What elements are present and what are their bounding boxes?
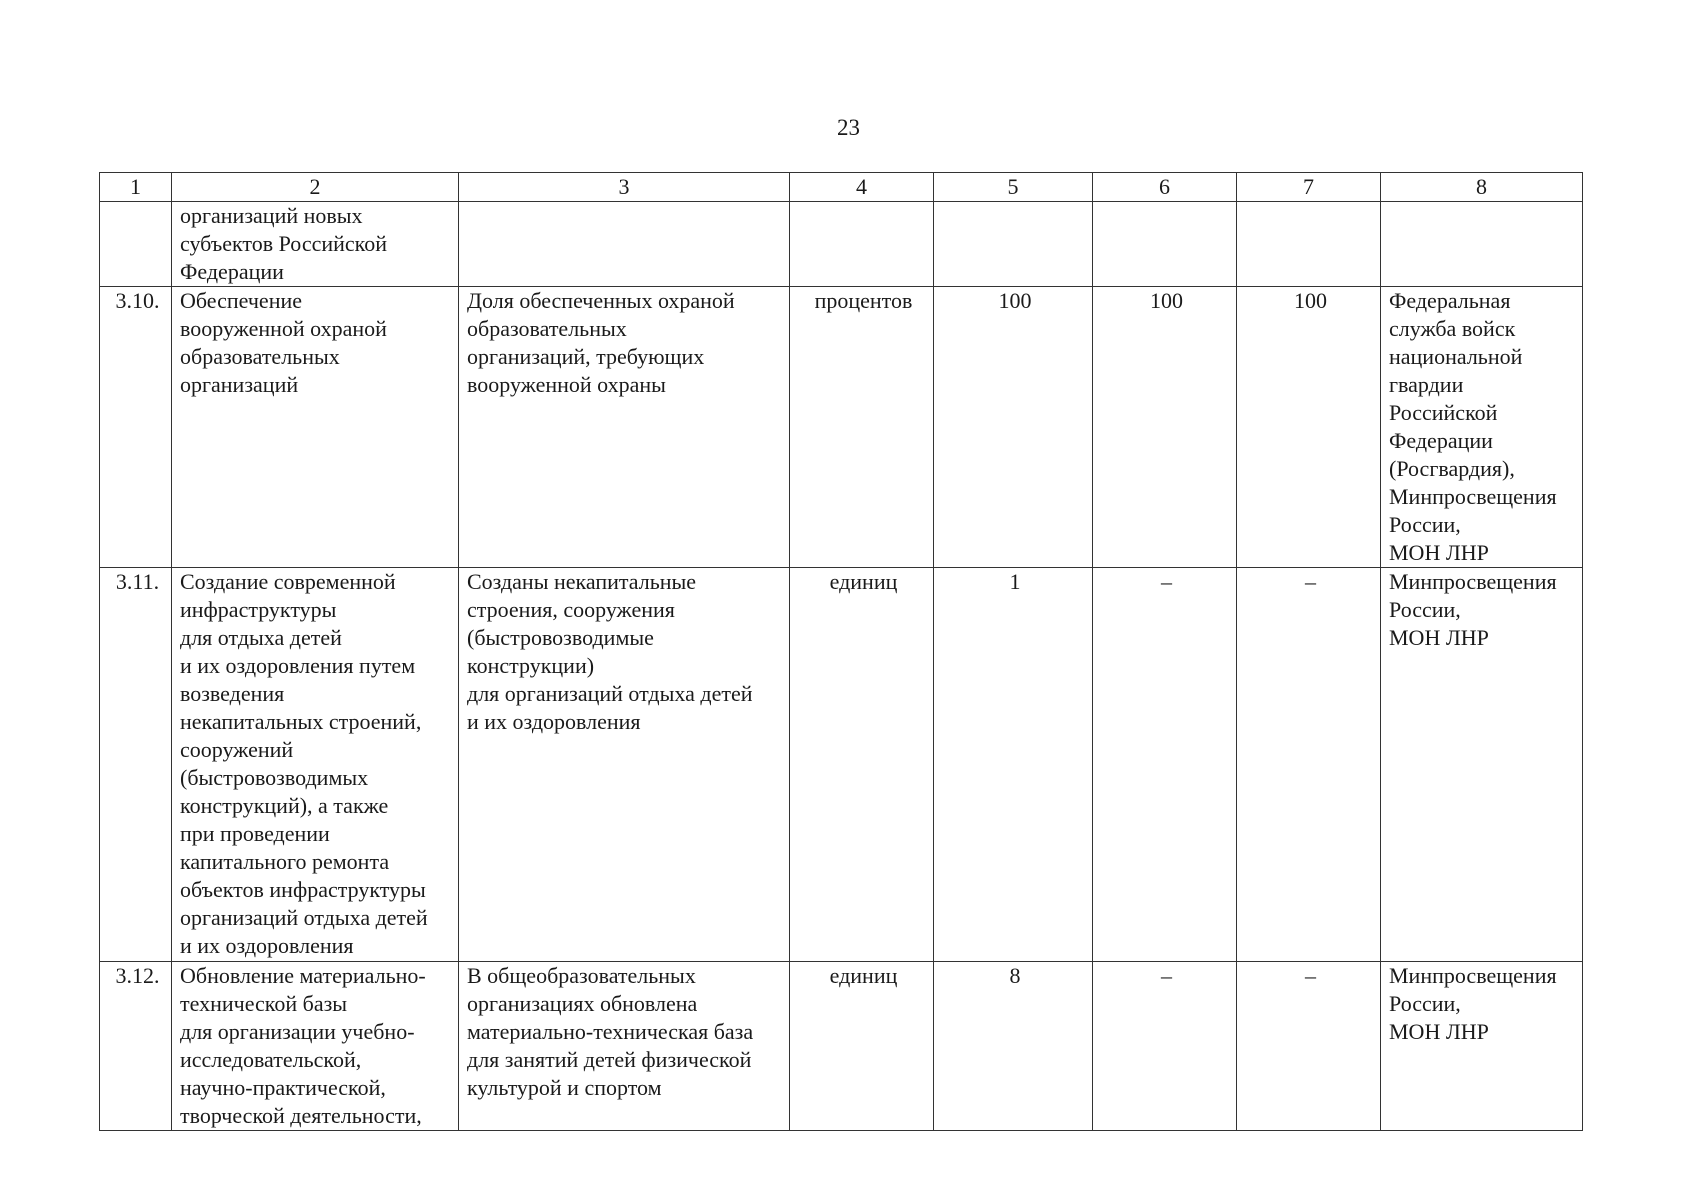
responsible-executors-line: Минпросвещения xyxy=(1389,484,1557,509)
measure-text-line: вооруженной охраной xyxy=(180,316,387,341)
measure-text-line: инфраструктуры xyxy=(180,597,337,622)
column-number: 8 xyxy=(1381,173,1583,202)
measure-text-line: организаций новых xyxy=(180,203,363,228)
responsible-executors-line: Федерации xyxy=(1389,428,1493,453)
value-column-7: 100 xyxy=(1237,287,1381,568)
value-column-5: 1 xyxy=(934,568,1093,962)
unit-of-measure: единиц xyxy=(790,568,934,962)
measure-text-line: образовательных xyxy=(180,344,340,369)
indicator-text-line: конструкции) xyxy=(467,653,595,678)
responsible-executors-line: Федеральная xyxy=(1389,288,1511,313)
value-column-5: 8 xyxy=(934,962,1093,1131)
measure-text-line: Федерации xyxy=(180,259,284,284)
value-column-7: – xyxy=(1237,568,1381,962)
measure-text-line: капитального ремонта xyxy=(180,849,390,874)
indicator-text-line: организациях обновлена xyxy=(467,991,698,1016)
responsible-executors xyxy=(1381,202,1583,287)
measure-text-line: субъектов Российской xyxy=(180,231,388,256)
column-number: 4 xyxy=(790,173,934,202)
value-column-6: – xyxy=(1093,962,1237,1131)
measure-text-line: научно-практической, xyxy=(180,1075,386,1100)
responsible-executors-line: служба войск xyxy=(1389,316,1516,341)
indicator-text xyxy=(459,962,790,1131)
indicator-text-line: Доля обеспеченных охраной xyxy=(467,288,735,313)
responsible-executors xyxy=(1381,287,1583,568)
indicator-text xyxy=(459,568,790,962)
measure-text-line: Обновление материально- xyxy=(180,963,426,988)
responsible-executors-line: России, xyxy=(1389,597,1461,622)
program-measures-table xyxy=(99,172,1583,1131)
value-column-7: – xyxy=(1237,962,1381,1131)
table-row xyxy=(100,287,1583,568)
measure-text-line: для организации учебно- xyxy=(180,1019,415,1044)
measure-text-line: технической базы xyxy=(180,991,348,1016)
indicator-text xyxy=(459,202,790,287)
unit-of-measure: единиц xyxy=(790,962,934,1131)
measure-text-line: организаций отдыха детей xyxy=(180,905,428,930)
value-column-7 xyxy=(1237,202,1381,287)
responsible-executors-line: МОН ЛНР xyxy=(1389,1019,1489,1044)
item-number: 3.12. xyxy=(100,962,172,1131)
responsible-executors-line: национальной xyxy=(1389,344,1523,369)
indicator-text xyxy=(459,287,790,568)
measure-text-line: для отдыха детей xyxy=(180,625,342,650)
unit-of-measure: процентов xyxy=(790,287,934,568)
table-row xyxy=(100,202,1583,287)
measure-text-line: при проведении xyxy=(180,821,330,846)
column-number: 7 xyxy=(1237,173,1381,202)
value-column-6: – xyxy=(1093,568,1237,962)
responsible-executors-line: России, xyxy=(1389,512,1461,537)
value-column-5 xyxy=(934,202,1093,287)
measure-text xyxy=(172,962,459,1131)
value-column-6 xyxy=(1093,202,1237,287)
indicator-text-line: В общеобразовательных xyxy=(467,963,696,988)
indicator-text-line: Созданы некапитальные xyxy=(467,569,697,594)
measure-text-line: и их оздоровления xyxy=(180,933,354,958)
responsible-executors-line: МОН ЛНР xyxy=(1389,540,1489,565)
responsible-executors xyxy=(1381,962,1583,1131)
measure-text xyxy=(172,202,459,287)
indicator-text-line: материально-техническая база xyxy=(467,1019,754,1044)
value-column-5: 100 xyxy=(934,287,1093,568)
measure-text-line: творческой деятельности, xyxy=(180,1103,422,1128)
item-number: 3.11. xyxy=(100,568,172,962)
column-number: 5 xyxy=(934,173,1093,202)
table-row xyxy=(100,568,1583,962)
responsible-executors-line: (Росгвардия), xyxy=(1389,456,1515,481)
item-number: 3.10. xyxy=(100,287,172,568)
measure-text-line: возведения xyxy=(180,681,285,706)
unit-of-measure xyxy=(790,202,934,287)
table-row xyxy=(100,962,1583,1131)
indicator-text-line: строения, сооружения xyxy=(467,597,675,622)
measure-text xyxy=(172,568,459,962)
measure-text-line: организаций xyxy=(180,372,299,397)
measure-text-line: объектов инфраструктуры xyxy=(180,877,426,902)
indicator-text-line: организаций, требующих xyxy=(467,344,705,369)
item-number xyxy=(100,202,172,287)
responsible-executors-line: России, xyxy=(1389,991,1461,1016)
page-number: 23 xyxy=(837,115,860,140)
measure-text-line: и их оздоровления путем xyxy=(180,653,416,678)
responsible-executors-line: гвардии xyxy=(1389,372,1464,397)
measure-text-line: (быстровозводимых xyxy=(180,765,369,790)
indicator-text-line: для занятий детей физической xyxy=(467,1047,752,1072)
responsible-executors-line: МОН ЛНР xyxy=(1389,625,1489,650)
measure-text-line: сооружений xyxy=(180,737,294,762)
responsible-executors-line: Минпросвещения xyxy=(1389,569,1557,594)
responsible-executors-line: Минпросвещения xyxy=(1389,963,1557,988)
measure-text-line: Обеспечение xyxy=(180,288,302,313)
measure-text-line: Создание современной xyxy=(180,569,396,594)
column-number: 6 xyxy=(1093,173,1237,202)
indicator-text-line: культурой и спортом xyxy=(467,1075,662,1100)
indicator-text-line: и их оздоровления xyxy=(467,709,641,734)
responsible-executors-line: Российской xyxy=(1389,400,1498,425)
responsible-executors xyxy=(1381,568,1583,962)
measure-text-line: конструкций), а также xyxy=(180,793,389,818)
indicator-text-line: образовательных xyxy=(467,316,627,341)
indicator-text-line: (быстровозводимые xyxy=(467,625,654,650)
column-number-row xyxy=(100,173,1583,202)
column-number: 2 xyxy=(172,173,459,202)
column-number: 3 xyxy=(459,173,790,202)
column-number: 1 xyxy=(100,173,172,202)
value-column-6: 100 xyxy=(1093,287,1237,568)
indicator-text-line: вооруженной охраны xyxy=(467,372,666,397)
measure-text xyxy=(172,287,459,568)
indicator-text-line: для организаций отдыха детей xyxy=(467,681,753,706)
measure-text-line: исследовательской, xyxy=(180,1047,362,1072)
measure-text-line: некапитальных строений, xyxy=(180,709,422,734)
